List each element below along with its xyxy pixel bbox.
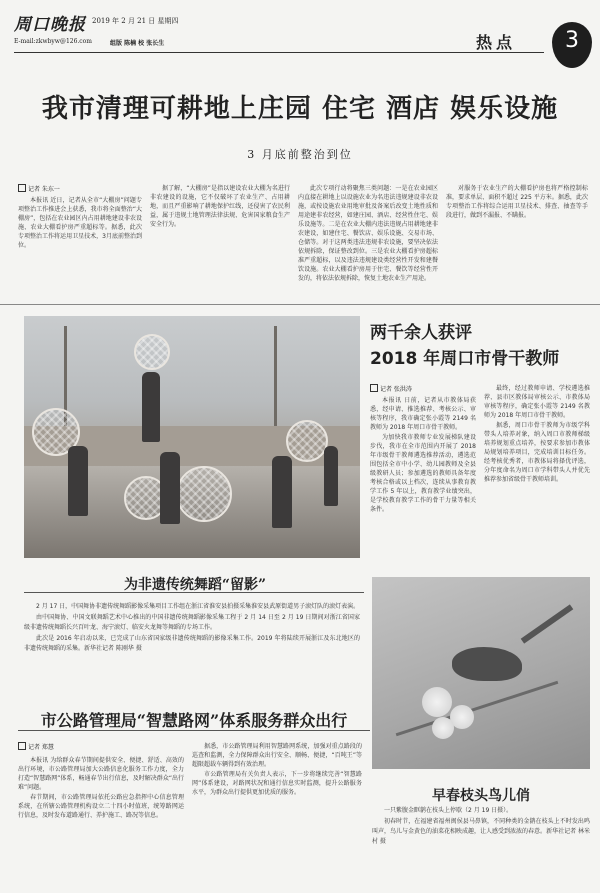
lantern-ball xyxy=(134,334,170,370)
lead-paragraph: 本报讯 近日，记者从全市“大棚房”问题专项整治工作推进会上获悉，我市将全面整治“大棚房”，包括在农业园区内占用耕地建设非农设施、农业大棚看护房严重超标等。据悉，此次专项整治工作将运用卫星技术，3月底前整治到位。 xyxy=(18,197,142,249)
page-number-badge xyxy=(552,22,592,68)
teachers-paragraph: 为加快我市教师专业发展梯队建设步伐，我市在全市范围内开展了 2018 年市级骨干教师遴选推荐活动，遴选范围包括全市中小学、幼儿园教师及全县级教研人员；参加遴选的教师具备年度考核合格或以上档次，连续从事教育教学工作 5 年以上，教育教学业绩突出，是学校教育教学工作的骨干力量等相关条件。 xyxy=(370,434,476,513)
bird-tail-shape xyxy=(521,604,574,643)
bird-photo-caption: 早春枝头鸟儿俏 xyxy=(432,788,530,804)
section-title: 热点 xyxy=(476,33,517,52)
road-column-2 xyxy=(192,742,362,884)
flower-shape xyxy=(432,717,454,739)
issue-date: 2019 年 2 月 21 日 星期四 xyxy=(92,17,179,25)
caption-divider xyxy=(24,592,364,593)
bird-paragraph: 初春时节，在福建省福州闽侯县马鼻镇，不同种类的金鹟在枝头上不时发出鸣叫声，鸟儿与金黄色的油菜花相映成趣，让人感受到浓浓的春意。新华社记者 林米村 摄 xyxy=(372,818,590,845)
road-paragraph: 春节期间，市公路管理局依托公路应急指挥中心信息管理系统，在所辖公路管理机构设立二十四小时值班，统筹路网运行信息，及时发布道路通行、养护施工、路况等信息。 xyxy=(18,794,184,819)
contact-email: E-mail:zkwbyw@126.com xyxy=(14,38,92,45)
bird-on-branch-photo xyxy=(372,577,590,769)
bird-shape xyxy=(452,647,522,681)
dancer-figure xyxy=(68,446,88,516)
lead-subheadline: 3 月底前整治到位 xyxy=(247,148,353,161)
road-headline: 市公路管理局“智慧路网”体系服务群众出行 xyxy=(40,711,348,730)
flower-shape xyxy=(422,687,452,717)
dancer-figure xyxy=(272,456,292,528)
road-paragraph: 据悉，市公路管理局利用智慧路网系统，加强对重点路段的巡查和监测，全力保障群众出行安全、顺畅、便捷，“百吨王”等超限超载车辆得到有效治理。 xyxy=(192,743,362,768)
lead-column-3 xyxy=(298,184,438,296)
lead-column-1 xyxy=(18,196,142,296)
teachers-paragraph: 据悉，周口市骨干教师为市级学科带头人培养对象，纳入周口市教师梯级培养规划重点培养，按要求参加市教体局规划培养项目，完成培训目标任务。经考核优秀者，市教体局将择优评选，分年度命名为周口市学科带头人并优先推荐参加省级骨干教师培训。 xyxy=(484,422,590,483)
lantern-ball xyxy=(176,466,232,522)
editor-credits: 组版 陈楠 校 张长生 xyxy=(110,40,165,47)
dance-photo-caption: 为非遗传统舞蹈“留影” xyxy=(123,577,267,593)
dance-paragraph: 由中国舞协、中国文联舞蹈艺术中心推出的中国非遗传统舞蹈影像采集工程于 2 月 14 日至 2 月 19 日期间对浙江省国家级非遗传统舞蹈长兴百叶龙、海宁滚灯、临安火龙舞等舞蹈的专场工作。 xyxy=(24,614,360,631)
branch-shape xyxy=(396,681,559,736)
road-column-1 xyxy=(18,756,184,884)
masthead xyxy=(0,0,600,62)
section-divider xyxy=(0,304,600,305)
lead-byline: 记者 朱东一 xyxy=(18,184,60,193)
lead-column-4 xyxy=(446,184,588,296)
road-headline-divider xyxy=(18,730,370,731)
bird-story-text xyxy=(372,806,590,886)
teachers-byline: 记者 张洪涛 xyxy=(370,384,412,393)
lead-paragraph: 据了解，“大棚房”是指以建设农业大棚为名进行非农建设的设施，它不仅破坏了农业生产、占用耕地，而且严重影响了耕地保护红线，还侵害了农民利益，属于违规土地管理法律法规、危害国家粮食生产安全行为。 xyxy=(150,185,290,228)
dance-paragraph: 2 月 17 日，中国舞协非遗传统舞蹈影像采集项目工作组在浙江省淮安县拍摄采集淮安县武原街道男子滚灯队的滚灯表演。 xyxy=(36,603,360,610)
lantern-ball xyxy=(286,420,328,462)
lead-paragraph: 此次专项行动将聚焦三类问题：一是在农业园区内直接在耕地上以设施农业为名违法违规建设非农设施，或按设施农业用地审批及备案后改变土地性质和用途建非农经营，如建庄园、酒店、经营性住宅、娱乐设施等。二是在农业大棚内违法违规占用耕地建非农建设，如建住宅、餐饮店、娱乐设施、交易市场、仓储等。对于这两类违法违规非农设施，要坚决依法依规拆除，保证整改到位。三是农业大棚看护房超标准严重超标，以及违法违规建设类经营性开发和建餐饮设施。农业大棚看护房用于住宅、餐饮等经营性开发的，将依法依规拆除，恢复土地农业生产用途。 xyxy=(298,185,438,282)
teachers-paragraph: 本报讯 日前，记者从市教体局获悉，经申请、推选推荐、考核公示、审核等程序，我市确定张小霞等 2149 名教师为 2018 年周口市骨干教师。 xyxy=(370,397,476,431)
dance-performance-photo xyxy=(24,316,360,558)
teachers-column-1 xyxy=(370,396,476,568)
road-byline: 记者 郑慧 xyxy=(18,742,54,751)
dance-paragraph: 此次是 2016 年启动以来，已完成了山东省国家级非遗传统舞蹈的影像采集工作。2019 年将陆续开展浙江及东北地区的非遗传统舞蹈的采集。新华社记者 陈刚华 摄 xyxy=(24,635,360,652)
dance-story-text xyxy=(24,602,360,698)
road-paragraph: 本报讯 为给群众春节期间提供安全、便捷、舒适、高效的出行环境，市公路管理局加大公路信息化服务工作力度，全力打造“智慧路网”体系，畅通春节出行信息，及时解决群众“出行难”问题。 xyxy=(18,757,184,791)
teachers-column-2 xyxy=(484,384,590,568)
dancer-figure xyxy=(324,446,338,506)
dancer-figure xyxy=(142,372,160,442)
lead-headline: 我市清理可耕地上庄园 住宅 酒店 娱乐设施 xyxy=(41,94,559,124)
road-paragraph: 市公路管理局有关负责人表示，下一步将继续完善“智慧路网”体系建设，对路网状况和通行信息实时监测，提升公路服务水平，为群众出行提供更加优质的服务。 xyxy=(192,771,362,796)
teachers-headline-line2: 2018 年周口市骨干教师 xyxy=(370,349,560,369)
header-divider xyxy=(14,52,544,53)
tree-shape xyxy=(274,326,277,426)
newspaper-logo: 周口晚报 xyxy=(14,15,86,35)
teachers-headline-line1: 两千余人获评 xyxy=(370,323,472,343)
bird-paragraph: 一只紫腹金眶鹟在枝头上停歇（2 月 19 日摄）。 xyxy=(384,807,513,814)
dancer-figure xyxy=(160,452,180,524)
lead-paragraph: 对服务于农业生产的大棚看护房也将严格控制标准，要求单层、面积不超过 225 平方米。据悉，此次专项整治工作将综合运用卫星技术、排查、抽查等手段进行，做到不漏报、不瞒报。 xyxy=(446,185,588,219)
lead-column-2 xyxy=(150,184,290,296)
teachers-paragraph: 最终，经过教师申请、学校遴选推荐、县市区教体局审核公示、市教体局审核等程序，确定张小霞等 2149 名教师为 2018 年周口市骨干教师。 xyxy=(484,385,590,419)
page-number: 3 xyxy=(565,28,579,53)
